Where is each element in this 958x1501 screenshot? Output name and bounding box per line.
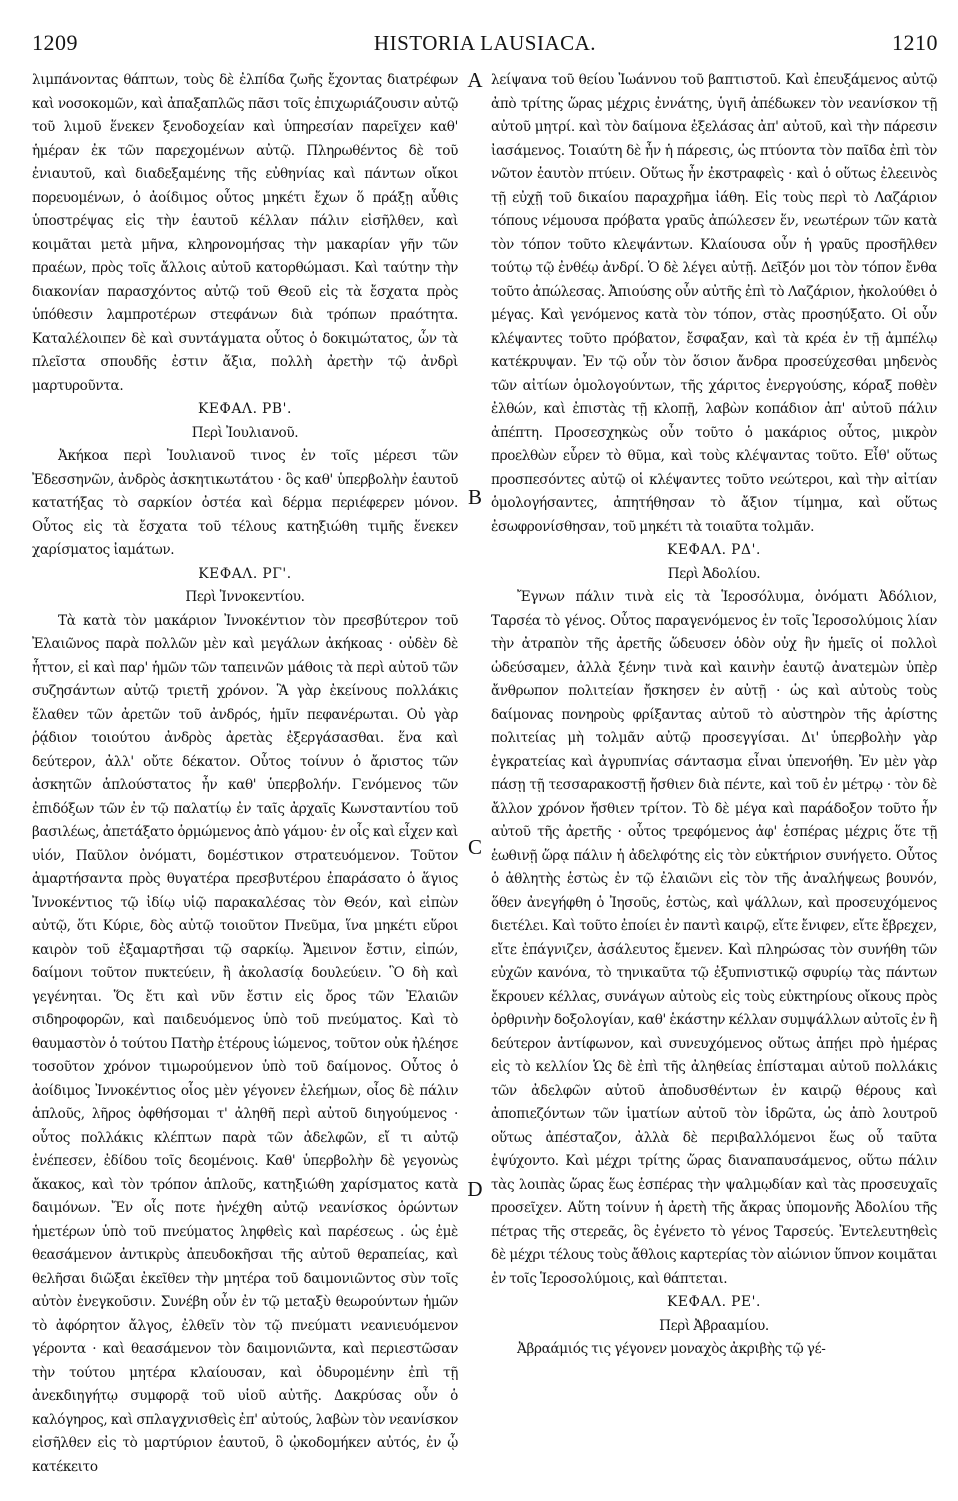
page-number-left: 1209 xyxy=(32,30,78,55)
chapter-subtitle: Περὶ Ἰννοκεντίου. xyxy=(185,589,305,605)
page-number-right: 1210 xyxy=(891,30,938,55)
chapter-heading: ΚΕΦΑΛ. ΡΔ'. xyxy=(667,542,761,558)
paragraph: Τὰ κατὰ τὸν μακάριον Ἰννοκέντιον τὸν πρεσβύτερον τοῦ Ἐλαιῶνος παρὰ πολλῶν μὲν καὶ μεγάλων ἀκήκοας · οὐδὲν δὲ ἧττον, εἰ καὶ παρ' ἡμῶν τῶν ταπεινῶν μάθοις τὰ περὶ αὐτοῦ τῶν συζησάντων αὐτῷ τριετῆ χρόνον. Ἃ γὰρ ἐκείνους πολλάκις ἔλαθεν τῶν ἀρετῶν τοῦ ἀνδρός, ἡμῖν πεφανέρωται. Οὐ γὰρ ῥᾴδιον τοιούτου ἀνδρὸς ἀρετὰς ἐξεργάσασθαι. ἕνα καὶ δεύτερον, ἀλλ' οὔτε δέκατον. Οὗτος τοίνυν ὁ ἄριστος τῶν ἀσκητῶν ἁπλούστατος ἦν καθ' ὑπερβολήν. Γενόμενος τῶν ἐπιδόξων τῶν ἐν τῷ παλατίῳ ἐν ταῖς ἀρχαῖς Κωνσταντίου τοῦ βασιλέως, ἀπετάξατο ὁρμώμενος ἀπὸ γάμου· ἐν οἷς καὶ εἶχεν καὶ υἱόν, Παῦλον ὀνόματι, δομέστικον στρατευόμενον. Τοῦτον ἁμαρτήσαντα πρὸς θυγατέρα πρεσβυτέρου ἐπαράσατο ὁ ἅγιος Ἰννοκέντιος τῷ ἰδίῳ υἱῷ παρακαλέσας τὸν Θεόν, καὶ εἰπὼν αὐτῷ, ὅτι Κύριε, δὸς αὐτῷ τοιοῦτον Πνεῦμα, ἵνα μηκέτι εὕροι καιρὸν τοῦ ἐξαμαρτῆσαι τῷ σαρκίῳ. Ἄμεινον ἔστιν, εἰπών, δαίμονι τοῦτον πυκτεύειν, ἢ ἀκολασίᾳ δουλεύειν. Ὃ δὴ καὶ γεγένηται. Ὅς ἔτι καὶ νῦν ἔστιν εἰς ὄρος τῶν Ἐλαιῶν σιδηροφορῶν, καὶ παιδευόμενος ὑπὸ τοῦ πνεύματος. Καὶ τὸ θαυμαστὸν ὁ τούτου Πατὴρ ἑτέρους ἰώμενος, τοῦτον οὐκ ἠλέησε τοσοῦτον χρόνον τιμωρούμενον ὑπὸ τοῦ δαίμονος. Οὗτος ὁ ἀοίδιμος Ἰννοκέντιος οἷος μὲν γέγονεν ἐλεήμων, οἷος δὲ πάλιν ἁπλοῦς, λῆρος ὀφθήσομαι τ' ἀληθῆ περὶ αὐτοῦ διηγούμενος · οὗτος πολλάκις κλέπτων παρὰ τῶν ἀδελφῶν, εἴ τι αὐτῷ ἐνέπεσεν, ἐδίδου τοῖς δεομένοις. Καθ' ὑπερβολὴν δὲ γεγονὼς ἄκακος, καὶ τὸν τρόπον ἁπλοῦς, κατηξιώθη χαρίσματος κατὰ δαιμόνων. Ἔν οἷς ποτε ἠνέχθη αὐτῷ νεανίσκος ὁρώντων ἡμετέρων ὑπὸ τοῦ πνεύματος ληφθεὶς καὶ παρέσεως . ὡς ἐμὲ θεασάμενον ἀντικρὺς ἀπευδοκῆσαι τῆς αὐτοῦ θεραπείας, καὶ θελῆσαι διῶξαι ἐκεῖθεν τὴν μητέρα τοῦ δαιμονιῶντος σὺν τοῖς αὐτὸν ἐνεγκοῦσιν. Συνέβη οὖν ἐν τῷ μεταξὺ θεωρούντων ἡμῶν τὸ ἀφόρητον ἄλγος, ἐλθεῖν τὸν τῷ πνεύματι νεανιευόμενον γέροντα · καὶ θεασάμενον τὸν δαιμονιῶντα, καὶ περιεστῶσαν τὴν τούτου μητέρα κλαίουσαν, καὶ ὀδυρομένην ἐπὶ τῇ ἀνεκδιηγήτῳ συμφορᾷ τοῦ υἱοῦ αὐτῆς. Δακρύσας οὖν ὁ καλόγηρος, καὶ σπλαγχνισθεὶς ἐπ' αὐτούς, λαβὼν τὸν νεανίσκον εἰσῆλθεν εἰς τὸ μαρτύριον ἑαυτοῦ, ὃ ᾠκοδομήκεν αὐτός, ἐν ᾧ κατέκειτο xyxy=(32,612,458,1475)
chapter-heading: ΚΕΦΑΛ. ΡΒ'. xyxy=(197,401,293,417)
paragraph: Ἔγνων πάλιν τινὰ εἰς τὰ Ἱεροσόλυμα, ὀνόματι Ἀδόλιον, Ταρσέα τὸ γένος. Οὗτος παραγενόμενος ἐν τοῖς Ἱεροσολύμοις λίαν τὴν ἀτραπὸν τῆς ἀρετῆς ὥδευσεν ὁδὸν οὐχ ἣν ἡμεῖς οἱ πολλοὶ ὡδεύσαμεν, ἀλλὰ ξένην τινὰ καὶ καινὴν ἑαυτῷ ἀνατεμὼν ὑπὲρ ἄνθρωπον πολιτείαν ἤσκησεν ἐν αὐτῇ · ὡς καὶ αὐτοὺς τοὺς δαίμονας πονηροὺς φρίξαντας αὐτοῦ τὸ αὐστηρὸν τῆς ἀρίστης πολιτείας μὴ τολμᾶν αὐτῷ προσεγγίσαι. Δι' ὑπερβολὴν γὰρ ἐγκρατείας καὶ ἀγρυπνίας σάντασμα εἶναι ὑπενοήθη. Ἐν μὲν γὰρ πάσῃ τῇ τεσσαρακοστῇ ἤσθιεν διὰ πέντε, καὶ τοῦ ἐν μέτρῳ · τὸν δὲ ἄλλον χρόνον ἤσθιεν τρίτον. Τὸ δὲ μέγα καὶ παράδοξον τοῦτο ἦν αὐτοῦ τῆς ἀρετῆς · οὗτος τρεφόμενος ἀφ' ἑσπέρας μέχρις ὅτε τῇ ἑωθινῇ ὥρᾳ πάλιν ἡ ἀδελφότης εἰς τὸν εὐκτήριον συνήγετο. Οὗτος ὁ ἀθλητὴς ἑστὼς ἐν τῷ ἐλαιῶνι εἰς τὸν τῆς ἀναλήψεως βουνόν, ὅθεν ἀνεγήφθη ὁ Ἰησοῦς, ἑστὼς, καὶ ψάλλων, καὶ προσευχόμενος διετέλει. Καὶ τοῦτο ἐποίει ἐν παντὶ καιρῷ, εἴτε ἔνιφεν, εἴτε ἔβρεχεν, εἴτε ἐπάγνιζεν, ἀσάλευτος ἔμενεν. Καὶ πληρώσας τὸν συνήθη τῶν εὐχῶν κανόνα, τὸ τηνικαῦτα τῷ ἐξυπνιστικῷ σφυρίῳ τὰς πάντων ἔκρουεν κέλλας, συνάγων αὐτοὺς εἰς τοὺς εὐκτηρίους οἴκους πρὸς ὀρθρινὴν δοξολογίαν, καθ' ἑκάστην κέλλαν συμψάλλων αὐτοῖς ἐν ἢ δεύτερον ἀντίφωνον, καὶ συνευχόμενος οὕτως ἀπῄει πρὸ ἡμέρας εἰς τὸ κελλίον Ὡς δὲ ἐπὶ τῆς ἀληθείας ἐπίσταμαι αὐτοῦ πολλάκις τῶν ἀδελφῶν αὐτοῦ ἀποδυσθέντων ἐν καιρῷ θέρους καὶ ἀποπιεζόντων τῶν ἱματίων αὐτοῦ τὸν ἱδρῶτα, ὡς ἀπὸ λουτροῦ οὕτως ἀπέσταζον, ἀλλὰ δὲ περιβαλλόμενοι ἕως οὗ ταῦτα ἐψύχοντο. Καὶ μέχρι τρίτης ὥρας διαναπαυσάμενος, οὕτω πάλιν τὰς λοιπὰς ὥρας ἕως ἑσπέρας τὴν ψαλμῳδίαν καὶ τὰς προσευχαῖς προσεῖχεν. Αὕτη τοίνυν ἡ ἀρετὴ τῆς ἄκρας ὑπομονῆς Ἀδολίου τῆς πέτρας τῆς στερεᾶς, ὃς ἐγένετο τὸ γένος Ταρσεύς. Ἐντελευτηθεὶς δὲ μέχρι τέλους τοὺς ἄθλοις καρτερίας τὸν αἰώνιον ὕπνον κοιμᾶται ἐν τοῖς Ἱεροσολύμοις, καὶ θάπτεται. xyxy=(491,589,937,1287)
chapter-heading: ΚΕΦΑΛ. ΡΓ'. xyxy=(198,565,292,582)
paragraph: Ἀκήκοα περὶ Ἰουλιανοῦ τινος ἐν τοῖς μέρεσι τῶν Ἐδεσσηνῶν, ἀνδρὸς ἀσκητικωτάτου · ὃς καθ' ὑπερβολὴν ἑαυτοῦ κατατήξας τὸ σαρκίον ὀστέα καὶ δέρμα περιέφερεν μόνον. Οὗτος εἰς τὰ ἔσχατα τοῦ τέλους κατηξιώθη τιμῆς ἕνεκεν χαρίσματος ἰαμάτων. xyxy=(32,448,458,558)
chapter-heading: ΚΕΦΑΛ. ΡΕ'. xyxy=(666,1294,762,1310)
chapter-subtitle: Περὶ Ἀβρααμίου. xyxy=(659,1317,769,1334)
paragraph: Ἀβραάμιός τις γέγονεν μοναχὸς ἀκριβὴς τῷ γέ- xyxy=(517,1341,826,1357)
paragraph: λείψανα τοῦ θείου Ἰωάννου τοῦ βαπτιστοῦ. Καὶ ἐπευξάμενος αὐτῷ ἀπὸ τρίτης ὥρας μέχρις ἐννάτης, ὑγιῆ ἀπέδωκεν τὸν νεανίσκον τῇ αὐτοῦ μητρί. καὶ τὸν δαίμονα ἐξελάσας ἀπ' αὐτοῦ, καὶ τὴν πάρεσιν ἰασάμενος. Τοιαύτη δὲ ἦν ἡ πάρεσις, ὡς πτύοντα τὸν παῖδα ἐπὶ τὸν νῶτον ἑαυτὸν πτύειν. Οὕτως ἦν ἐκστραφεὶς · καὶ ὁ οὕτως ἐλεεινὸς τῇ εὐχῇ τοῦ δικαίου παραχρῆμα ἰάθη. Εἰς τοὺς περὶ τὸ Λαζάριον τόπους νέμουσα πρόβατα γραῦς ἀπώλεσεν ἕν, νεωτέρων τῶν κατὰ τὸν τόπον τοῦτο κλεψάντων. Κλαίουσα οὖν ἡ γραῦς προσῆλθεν τούτῳ τῷ ἐνθέῳ ἀνδρί. Ὁ δὲ λέγει αὐτῇ. Δεῖξόν μοι τὸν τόπον ἔνθα τοῦτο ἀπώλεσας. Ἀπιούσης οὖν αὐτῆς ἐπὶ τὸ Λαζάριον, ἠκολούθει ὁ μέγας. Καὶ γενόμενος κατὰ τὸν τόπον, στὰς προσηύξατο. Οἱ οὖν κλέψαντες τοῦτο πρόβατον, ἔσφαξαν, καὶ τὰ κρέα ἐν τῇ ἀμπέλῳ κατέκρυψαν. Ἐν τῷ οὖν τὸν ὅσιον ἄνδρα προσεύχεσθαι μηδενὸς τῶν αἰτίων ὁμολογούντων, τῆς χάριτος ἐνεργούσης, κόραξ ποθὲν ἐλθών, καὶ ἐπιστὰς τῇ κλοπῇ, λαβὼν κοπάδιον ἀπ' αὐτοῦ πάλιν ἀπέπτη. Προσεσχηκὼς οὖν τοῦτο ὁ μακάριος οὗτος, μικρὸν προελθὼν εὗρεν τὸ θῦμα, καὶ τοὺς κλέψαντας τοῦτο. Εἶθ' οὕτως προσπεσόντες αὐτῷ οἱ κλέψαντες τοῦτο νεώτεροι, καὶ τὴν αἰτίαν ὁμολογήσαντες, ἀπητήθησαν τὸ ἄξιον τίμημα, καὶ οὕτως ἐσωφρονίσθησαν, τοῦ μηκέτι τὰ τοιαῦτα τολμᾶν. xyxy=(491,72,937,535)
running-title: HISTORIA LAUSIACA. xyxy=(373,31,597,55)
page-header xyxy=(32,30,938,64)
section-marker-c: C xyxy=(467,835,482,859)
chapter-subtitle: Περὶ Ἀδολίου. xyxy=(667,565,761,582)
section-marker-b: B xyxy=(467,485,482,509)
left-column xyxy=(32,69,458,1479)
paragraph: λιμπάνοντας θάπτων, τοὺς δὲ ἐλπίδα ζωῆς ἔχοντας διατρέφων καὶ νοσοκομῶν, καὶ ἀπαξαπλῶς πᾶσι τοῖς ἐπιχωριάζουσιν αὐτῷ τοῦ λιμοῦ ἕνεκεν ξενοδοχείαν καὶ ὑπηρεσίαν παρεῖχεν καθ' ἡμέραν ἐκ τῶν παρεχομένων αὐτῷ. Πληρωθέντος δὲ τοῦ ἐνιαυτοῦ, καὶ διαδεξαμένης τῆς εὐθηνίας καὶ πάντων οἴκοι πορευομένων, ὁ ἀοίδιμος οὗτος μηκέτι ἔχων ὅ πράξῃ αὖθις ὑποστρέψας εἰς τὴν ἑαυτοῦ κέλλαν πάλιν εἰσῆλθεν, καὶ κοιμᾶται μετὰ μῆνα, κληρονομήσας τὴν μακαρίαν γῆν τῶν πραέων, πρὸς τοῖς ἄλλοις αὐτοῦ κατορθώμασι. Καὶ ταύτην τὴν διακονίαν παρασχόντος αὐτῷ τοῦ Θεοῦ εἰς τὰ ἔσχατα πρὸς ὑπόθεσιν λαμπροτέρων στεφάνων διὰ τρόπων πραότητα. Καταλέλοιπεν δὲ καὶ συντάγματα οὗτος ὁ δοκιμώτατος, ὧν τὰ πλεῖστα σπουδῆς ἐστιν ἄξια, πολλὴ ἀρετὴν τῷ ἀνδρὶ μαρτυροῦντα. xyxy=(32,72,458,394)
section-marker-d: D xyxy=(467,1177,483,1201)
section-marker-a: A xyxy=(467,68,483,92)
chapter-subtitle: Περὶ Ἰουλιανοῦ. xyxy=(191,424,299,441)
right-column xyxy=(491,69,937,1362)
